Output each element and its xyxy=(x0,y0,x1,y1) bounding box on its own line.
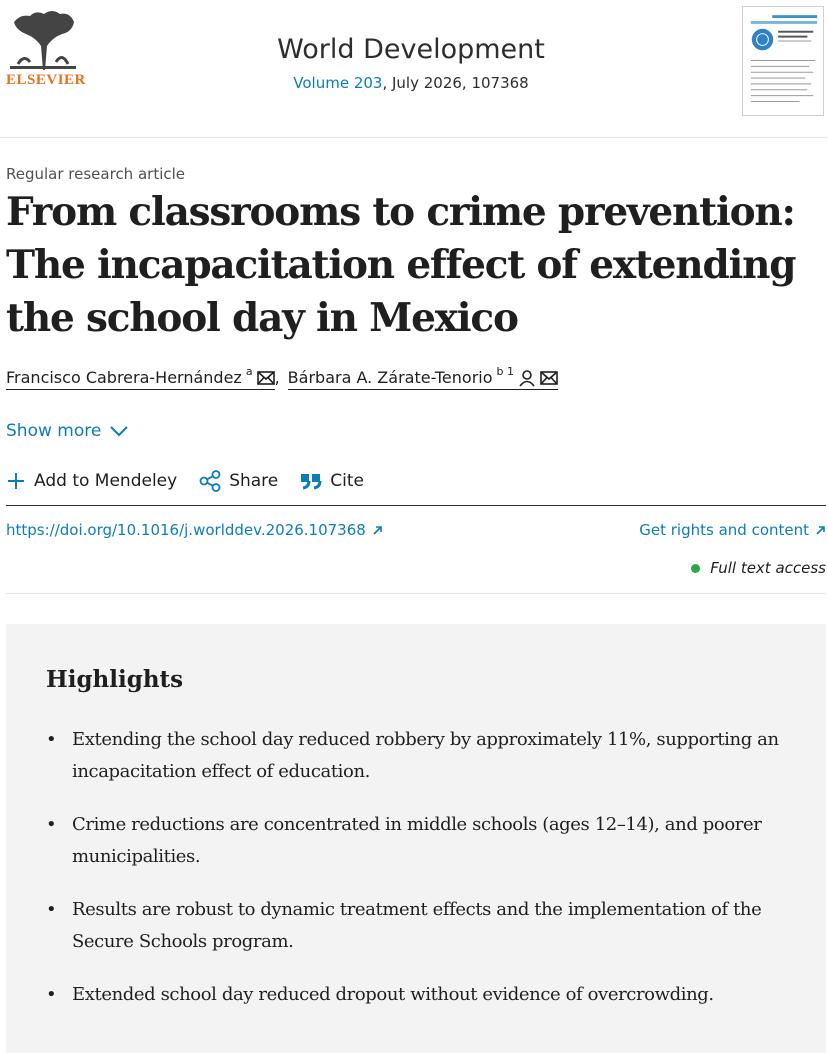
person-icon[interactable] xyxy=(518,369,536,387)
show-more-label: Show more xyxy=(6,421,102,441)
chevron-down-icon xyxy=(109,425,129,437)
access-status xyxy=(691,559,826,577)
highlight-text: Crime reductions are concentrated in middle schools (ages 12–14), and poorer municipalities. xyxy=(72,814,762,867)
share-label: Share xyxy=(229,471,279,491)
get-rights-label: Get rights and content xyxy=(639,521,809,539)
access-status-dot xyxy=(691,564,700,573)
plus-icon xyxy=(6,471,26,491)
bullet-icon: • xyxy=(46,729,57,750)
author-name: Francisco Cabrera-Hernández xyxy=(6,368,242,387)
issue-details: , July 2026, 107368 xyxy=(382,74,529,92)
page-header xyxy=(0,0,828,138)
journal-cover-thumbnail[interactable] xyxy=(742,6,824,116)
access-status-label: Full text access xyxy=(710,559,826,577)
highlights-list xyxy=(46,724,786,1032)
external-link-icon xyxy=(372,525,383,536)
author-link[interactable] xyxy=(287,365,558,390)
highlight-item xyxy=(46,809,786,873)
article-title: From classrooms to crime prevention: The incapacitation effect of extending the school day in Mexico xyxy=(6,189,796,341)
highlight-item xyxy=(46,979,786,1011)
volume-link[interactable]: Volume 203 xyxy=(293,74,383,92)
bullet-icon: • xyxy=(46,899,57,920)
mail-icon[interactable] xyxy=(540,371,558,385)
doi-link[interactable] xyxy=(6,521,383,539)
section-divider xyxy=(6,593,826,594)
cite-label: Cite xyxy=(330,471,364,491)
highlight-text: Extended school day reduced dropout without evidence of overcrowding. xyxy=(72,984,714,1005)
quote-icon xyxy=(300,472,322,490)
highlights-heading: Highlights xyxy=(46,666,184,693)
highlight-text: Extending the school day reduced robbery by approximately 11%, supporting an incapacitation effect of education. xyxy=(72,729,779,782)
highlight-item xyxy=(46,724,786,788)
journal-title[interactable]: World Development xyxy=(277,34,545,65)
elsevier-wordmark[interactable]: ELSEVIER xyxy=(6,72,86,88)
show-more-button[interactable] xyxy=(6,421,129,441)
bullet-icon: • xyxy=(46,984,57,1005)
author-separator: , xyxy=(274,368,280,387)
share-button[interactable] xyxy=(199,468,278,494)
highlights-section xyxy=(6,624,826,1053)
author-affiliation-sup: a xyxy=(245,365,253,378)
article-type: Regular research article xyxy=(6,165,186,183)
share-icon xyxy=(199,470,221,492)
add-to-mendeley-label: Add to Mendeley xyxy=(34,471,178,491)
author-affiliation-sup: b 1 xyxy=(496,365,514,378)
external-link-icon xyxy=(815,525,826,536)
article-actions-bar xyxy=(6,468,826,506)
highlight-item xyxy=(46,894,786,958)
bullet-icon: • xyxy=(46,814,57,835)
issue-info xyxy=(0,74,822,92)
get-rights-link[interactable] xyxy=(639,521,826,539)
author-name: Bárbara A. Zárate-Tenorio xyxy=(287,368,493,387)
mail-icon[interactable] xyxy=(257,371,275,385)
add-to-mendeley-button[interactable] xyxy=(6,468,177,494)
cite-button[interactable] xyxy=(300,468,364,494)
author-list xyxy=(6,365,558,390)
highlight-text: Results are robust to dynamic treatment effects and the implementation of the Secure Schools program. xyxy=(72,899,762,952)
doi-text: https://doi.org/10.1016/j.worlddev.2026.107368 xyxy=(6,521,366,539)
author-link[interactable] xyxy=(6,365,275,390)
